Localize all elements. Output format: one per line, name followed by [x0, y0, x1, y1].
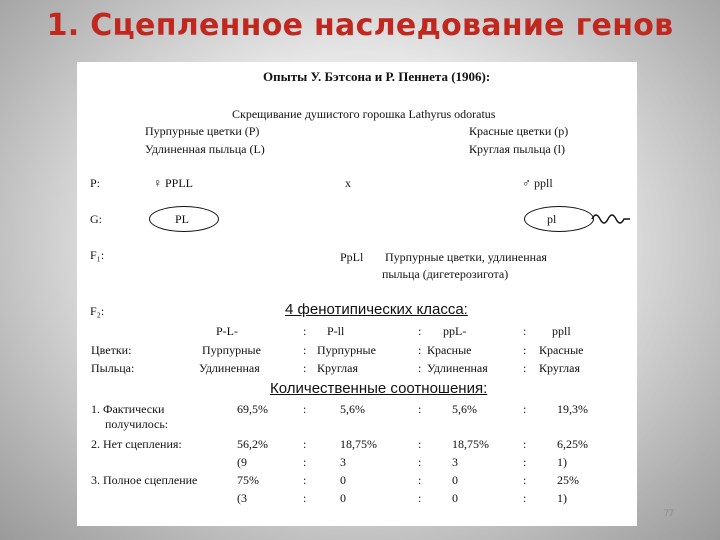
- genotype-4: ppll: [552, 324, 571, 338]
- ratio-value: 6,25%: [557, 437, 588, 451]
- pollen-class-4: Круглая: [539, 361, 580, 375]
- parent-female-genotype: ♀ PPLL: [153, 176, 194, 190]
- flowers-label: Цветки:: [91, 343, 132, 357]
- cross-symbol: x: [345, 176, 351, 190]
- gamete-oval-right: [524, 206, 594, 232]
- ratio-value: 1): [557, 455, 567, 469]
- ratio-value: (3: [237, 491, 247, 505]
- separator: :: [523, 491, 527, 505]
- ratio-value: 56,2%: [237, 437, 268, 451]
- separator: :: [418, 361, 422, 375]
- slide-title: 1. Сцепленное наследование генов: [46, 8, 674, 43]
- ratio-value: 18,75%: [452, 437, 489, 451]
- row-label-g: G:: [90, 212, 102, 226]
- f1-description-line2: пыльца (дигетерозигота): [382, 267, 509, 281]
- ratio-value: 69,5%: [237, 402, 268, 416]
- ratio-value: 25%: [557, 473, 579, 487]
- phenotype-classes-title: 4 фенотипических класса:: [285, 301, 468, 318]
- row-label-f2: F₂:: [90, 304, 105, 318]
- separator: :: [303, 437, 307, 451]
- separator: :: [523, 473, 527, 487]
- separator: :: [303, 491, 307, 505]
- right-trait-pollen: Круглая пыльца (l): [469, 142, 566, 156]
- genotype-2: P-ll: [327, 324, 345, 338]
- ratio-value: 19,3%: [557, 402, 588, 416]
- ratio-value: 0: [340, 491, 346, 505]
- ratio-label-full-linkage: 3. Полное сцепление: [91, 473, 198, 487]
- separator: :: [303, 473, 307, 487]
- left-trait-flowers: Пурпурные цветки (P): [145, 124, 260, 138]
- ratio-value: 5,6%: [452, 402, 477, 416]
- separator: :: [418, 473, 422, 487]
- separator: :: [418, 455, 422, 469]
- ratio-value: 18,75%: [340, 437, 377, 451]
- ratio-value: (9: [237, 455, 247, 469]
- separator: :: [523, 402, 527, 416]
- ratio-value: 75%: [237, 473, 259, 487]
- separator: :: [418, 491, 422, 505]
- parent-male-genotype: ♂ ppll: [522, 176, 553, 190]
- separator: :: [523, 437, 527, 451]
- scanned-document: [77, 62, 637, 526]
- ratio-value: 3: [452, 455, 458, 469]
- separator: :: [523, 324, 527, 338]
- separator: :: [303, 343, 307, 357]
- page-number: 77: [664, 508, 675, 518]
- separator: :: [418, 437, 422, 451]
- doc-heading: Опыты У. Бэтсона и Р. Пеннета (1906):: [263, 69, 491, 84]
- separator: :: [418, 324, 422, 338]
- flowers-class-4: Красные: [539, 343, 584, 357]
- ratios-title: Количественные соотношения:: [270, 380, 488, 397]
- genotype-1: P-L-: [216, 324, 238, 338]
- left-trait-pollen: Удлиненная пыльца (L): [145, 142, 265, 156]
- ratio-value: 0: [452, 473, 458, 487]
- separator: :: [303, 402, 307, 416]
- f1-description-line1: Пурпурные цветки, удлиненная: [385, 250, 547, 264]
- flowers-class-3: Красные: [427, 343, 472, 357]
- squiggle-mark: [591, 210, 631, 226]
- pollen-label: Пыльца:: [91, 361, 135, 375]
- row-label-f1: F₁:: [90, 248, 105, 262]
- right-trait-flowers: Красные цветки (p): [469, 124, 569, 138]
- ratio-label-no-linkage: 2. Нет сцепления:: [91, 437, 182, 451]
- separator: :: [523, 343, 527, 357]
- ratio-value: 3: [340, 455, 346, 469]
- gamete-right: pl: [547, 212, 557, 226]
- ratio-value: 0: [452, 491, 458, 505]
- cross-label: Скрещивание душистого горошка Lathyrus odoratus: [232, 107, 496, 121]
- separator: :: [523, 361, 527, 375]
- separator: :: [303, 324, 307, 338]
- separator: :: [523, 455, 527, 469]
- pollen-class-2: Круглая: [317, 361, 358, 375]
- gamete-left: PL: [175, 212, 190, 226]
- ratio-label-actual: 1. Фактически: [91, 402, 165, 416]
- ratio-value: 5,6%: [340, 402, 365, 416]
- separator: :: [303, 455, 307, 469]
- separator: :: [418, 402, 422, 416]
- flowers-class-2: Пурпурные: [317, 343, 376, 357]
- ratio-value: 0: [340, 473, 346, 487]
- genotype-3: ppL-: [443, 324, 467, 338]
- ratio-label-actual-2: получилось:: [105, 417, 169, 431]
- row-label-p: P:: [90, 176, 101, 190]
- ratio-value: 1): [557, 491, 567, 505]
- pollen-class-1: Удлиненная: [199, 361, 260, 375]
- separator: :: [303, 361, 307, 375]
- f1-genotype: PpLl: [340, 250, 364, 264]
- separator: :: [418, 343, 422, 357]
- flowers-class-1: Пурпурные: [202, 343, 261, 357]
- pollen-class-3: Удлиненная: [427, 361, 488, 375]
